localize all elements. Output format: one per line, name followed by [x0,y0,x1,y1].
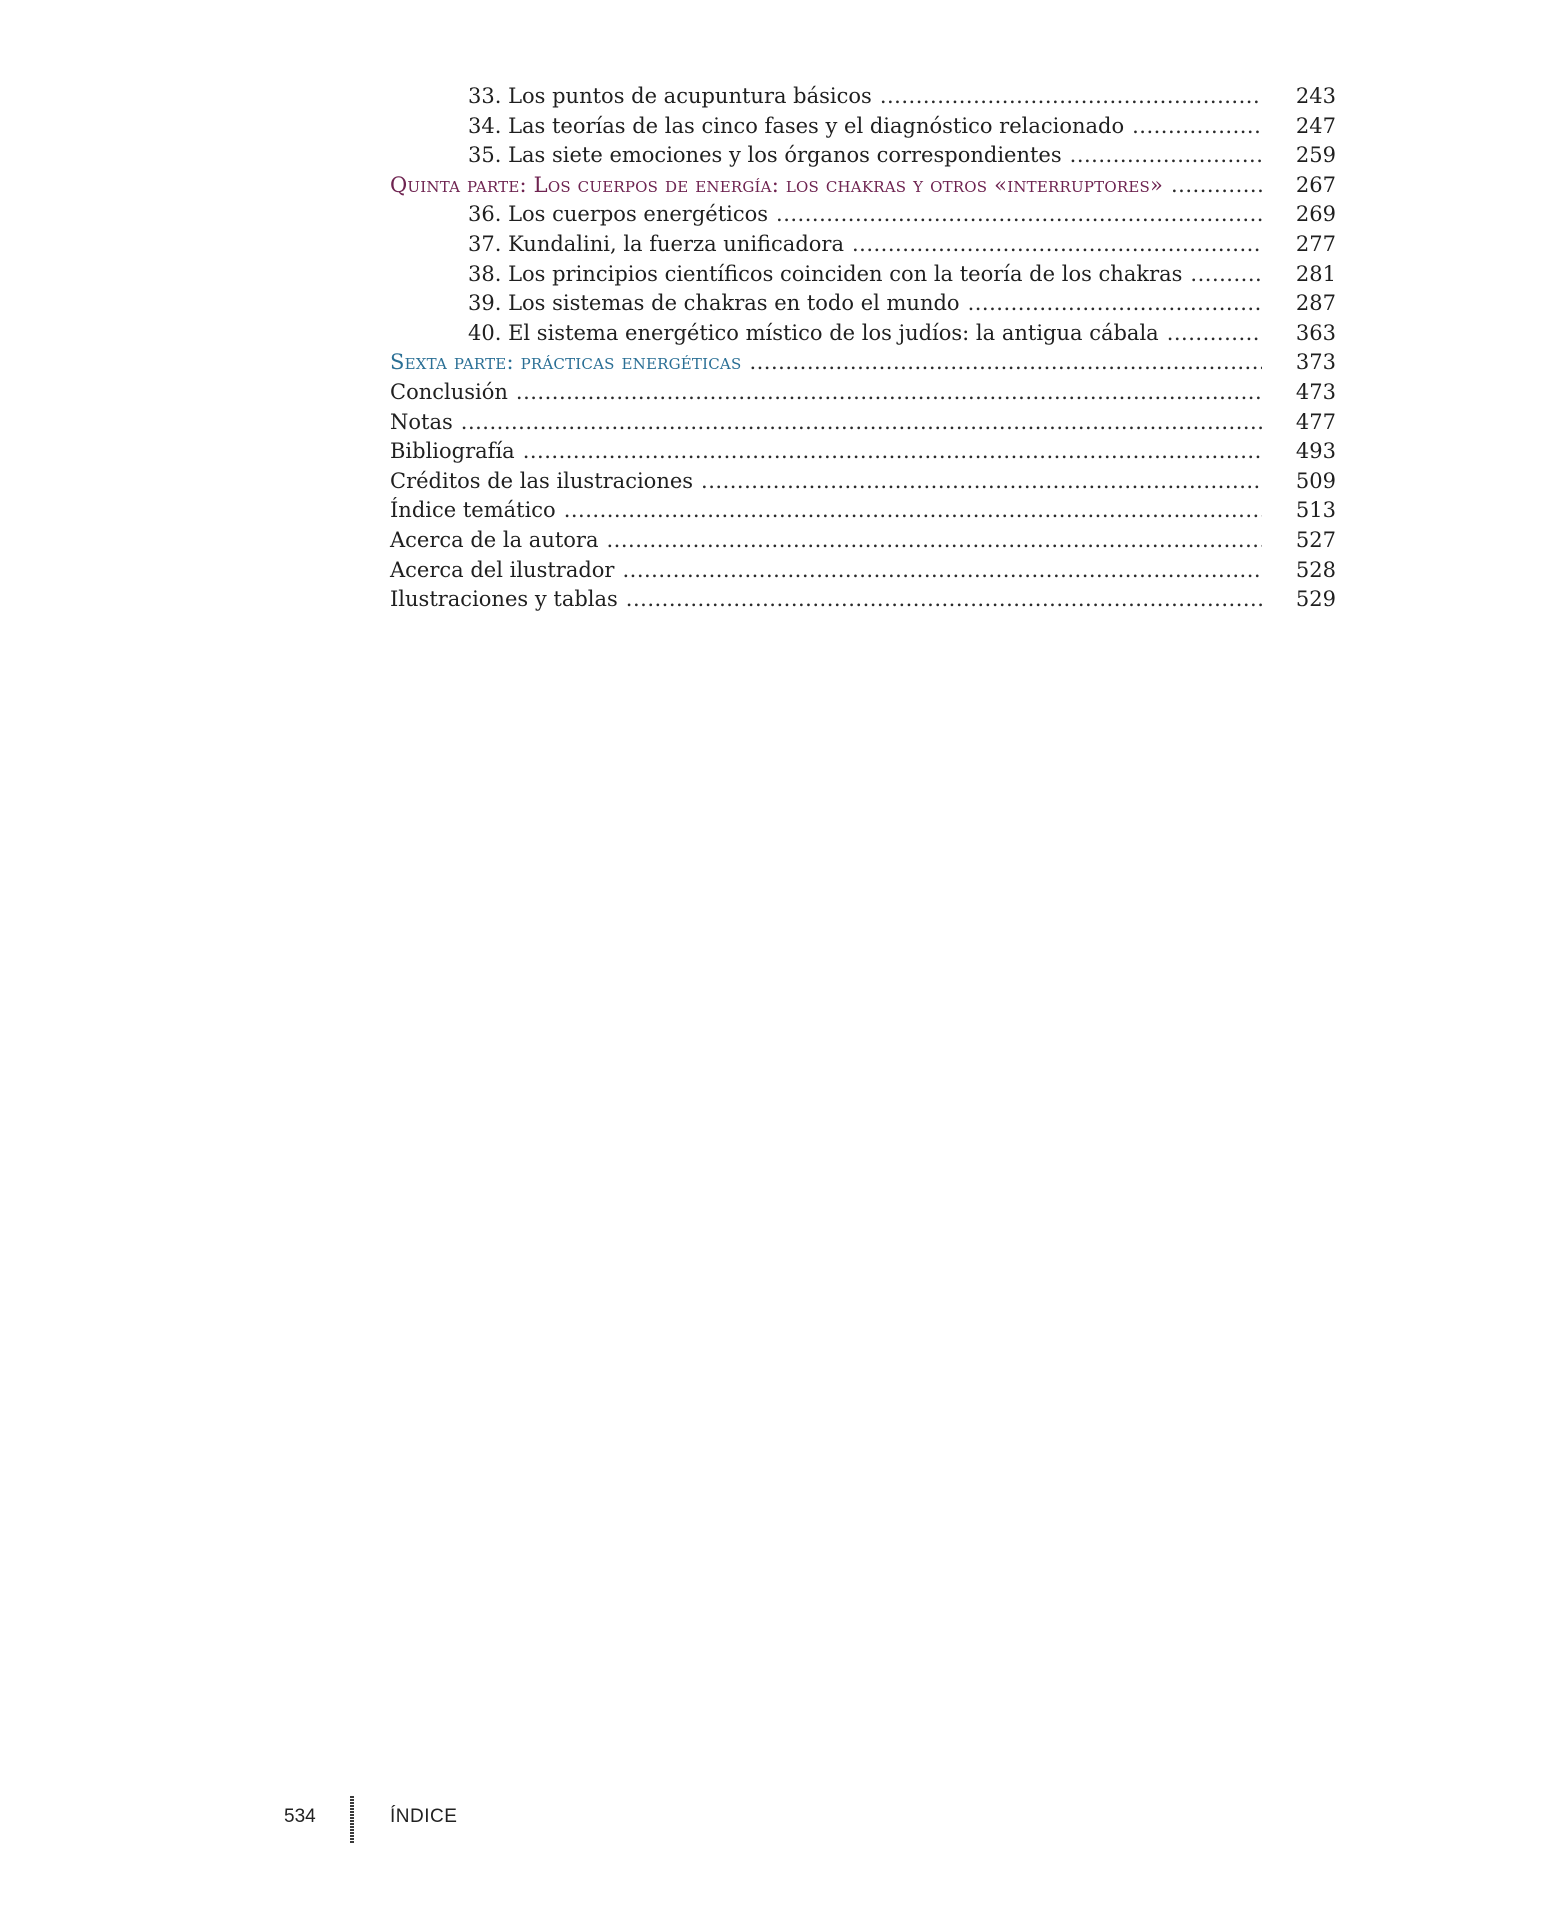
dot-leader [749,348,1262,378]
dot-leader [852,230,1262,260]
toc-entry-page: 287 [1295,291,1336,316]
table-of-contents [390,82,1336,615]
dot-leader [701,467,1262,497]
toc-entry-title: Índice temático [390,498,556,523]
toc-entry [390,585,1336,615]
toc-entry [390,467,1336,497]
dot-leader [516,378,1262,408]
toc-entry-page: 477 [1295,409,1336,434]
toc-part-title: Quinta parte: Los cuerpos de energía: los chakras y otros «interruptores» [390,172,1163,197]
toc-entry-page: 277 [1295,231,1336,256]
toc-entry-title: 35. Las siete emociones y los órganos correspondientes [468,143,1062,168]
toc-entry-page: 363 [1295,320,1336,345]
toc-entry-title: Ilustraciones y tablas [390,587,618,612]
toc-entry-title: Notas [390,409,453,434]
toc-entry-page: 529 [1295,587,1336,612]
toc-entry [390,556,1336,586]
dot-leader [1171,171,1262,201]
toc-part-heading [390,348,1336,378]
toc-entry-title: 38. Los principios científicos coinciden con la teoría de los chakras [468,261,1183,286]
toc-entry-page: 527 [1295,527,1336,552]
toc-entry-page: 528 [1295,557,1336,582]
toc-entry-page: 373 [1295,350,1336,375]
toc-entry-title: Acerca del ilustrador [390,557,615,582]
toc-entry-page: 243 [1295,84,1336,108]
toc-entry-title: 40. El sistema energético místico de los judíos: la antigua cábala [468,320,1159,345]
running-title: ÍNDICE [390,1806,458,1827]
toc-entry-page: 281 [1295,261,1336,286]
dot-leader [607,526,1263,556]
dot-leader [1132,112,1262,142]
dot-leader [776,200,1262,230]
toc-entry-title: 34. Las teorías de las cinco fases y el diagnóstico relacionado [468,113,1125,138]
toc-entry [390,200,1336,230]
toc-entry-title: Créditos de las ilustraciones [390,468,694,493]
toc-entry [390,230,1336,260]
toc-entry-page: 493 [1295,439,1336,464]
dot-leader [461,408,1262,438]
toc-entry-page: 473 [1295,379,1336,404]
folio-divider [350,1796,354,1844]
toc-entry-page: 269 [1295,202,1336,227]
toc-entry [390,526,1336,556]
toc-entry-title: Acerca de la autora [390,527,599,552]
toc-part-title: Sexta parte: prácticas energéticas [390,350,742,375]
toc-entry [390,260,1336,290]
toc-entry [390,82,1336,112]
dot-leader [968,289,1262,319]
toc-entry [390,141,1336,171]
toc-entry-page: 513 [1295,498,1336,523]
toc-entry-title: 37. Kundalini, la fuerza unificadora [468,231,844,256]
toc-entry [390,496,1336,526]
dot-leader [564,496,1262,526]
toc-entry [390,112,1336,142]
dot-leader [626,585,1262,615]
dot-leader [622,556,1262,586]
toc-entry-page: 247 [1295,113,1336,138]
toc-entry-title: Conclusión [390,379,508,404]
toc-entry-title: 36. Los cuerpos energéticos [468,202,769,227]
toc-entry [390,289,1336,319]
folio-page-number: 534 [284,1806,316,1827]
toc-entry-page: 259 [1295,143,1336,168]
toc-entry [390,408,1336,438]
dot-leader [1070,141,1262,171]
dot-leader [523,437,1262,467]
dot-leader [880,82,1262,112]
toc-entry [390,437,1336,467]
toc-entry [390,378,1336,408]
toc-entry-page: 509 [1295,468,1336,493]
toc-entry-title: 39. Los sistemas de chakras en todo el mundo [468,291,960,316]
toc-entry-page: 267 [1295,172,1336,197]
toc-part-heading [390,171,1336,201]
toc-entry-title: 33. Los puntos de acupuntura básicos [468,84,872,108]
toc-entry [390,319,1336,349]
toc-entry-title: Bibliografía [390,439,515,464]
dot-leader [1190,260,1262,290]
dot-leader [1167,319,1262,349]
